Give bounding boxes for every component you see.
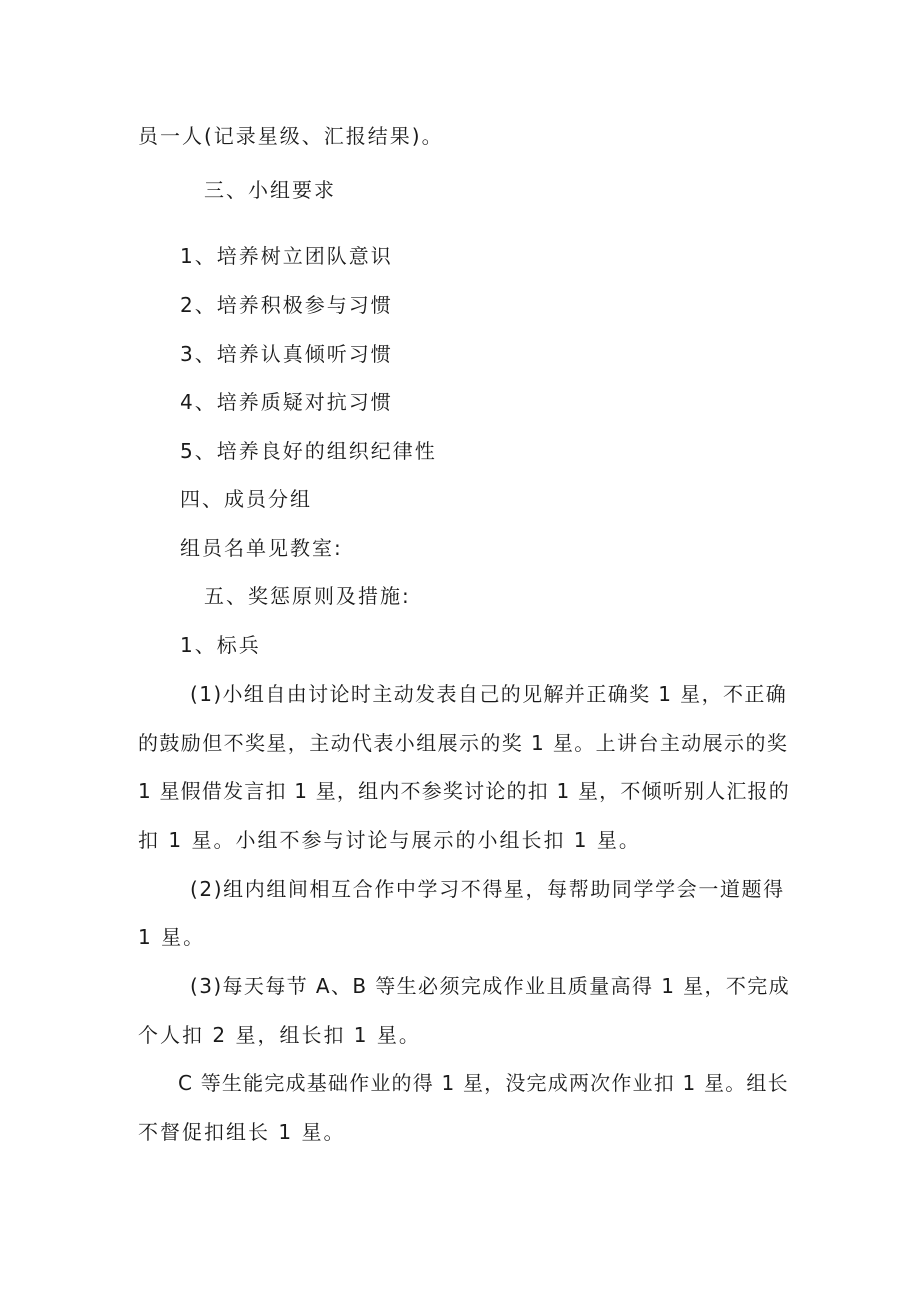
- paragraph-line: (1)小组自由讨论时主动发表自己的见解并正确奖 1 星，不正确: [190, 682, 788, 706]
- paragraph-line: 的鼓励但不奖星，主动代表小组展示的奖 1 星。上讲台主动展示的奖: [138, 731, 789, 755]
- list-item: 1、培养树立团队意识: [180, 244, 393, 268]
- paragraph-line: (3)每天每节 A、B 等生必须完成作业且质量高得 1 星，不完成: [190, 974, 791, 998]
- list-item: 2、培养积极参与习惯: [180, 293, 393, 317]
- list-item: 5、培养良好的组织纪律性: [180, 439, 437, 463]
- text-line: 员一人(记录星级、汇报结果)。: [138, 124, 444, 148]
- subsection-heading: 1、标兵: [180, 633, 261, 657]
- paragraph-line: 1 星。: [138, 925, 206, 949]
- list-item: 4、培养质疑对抗习惯: [180, 390, 393, 414]
- paragraph-line: 不督促扣组长 1 星。: [138, 1120, 346, 1144]
- section-heading: 四、成员分组: [180, 487, 312, 511]
- paragraph-line: C 等生能完成基础作业的得 1 星，没完成两次作业扣 1 星。组长: [178, 1071, 789, 1095]
- list-item: 3、培养认真倾听习惯: [180, 342, 393, 366]
- paragraph-line: 个人扣 2 星，组长扣 1 星。: [138, 1023, 421, 1047]
- section-heading: 三、小组要求: [204, 178, 336, 202]
- text-line: 组员名单见教室:: [180, 536, 343, 560]
- section-heading: 五、奖惩原则及措施:: [204, 584, 411, 608]
- paragraph-line: 扣 1 星。小组不参与讨论与展示的小组长扣 1 星。: [138, 828, 641, 852]
- paragraph-line: (2)组内组间相互合作中学习不得星，每帮助同学学会一道题得: [190, 877, 785, 901]
- paragraph-line: 1 星假借发言扣 1 星，组内不参奖讨论的扣 1 星，不倾听别人汇报的: [138, 779, 790, 803]
